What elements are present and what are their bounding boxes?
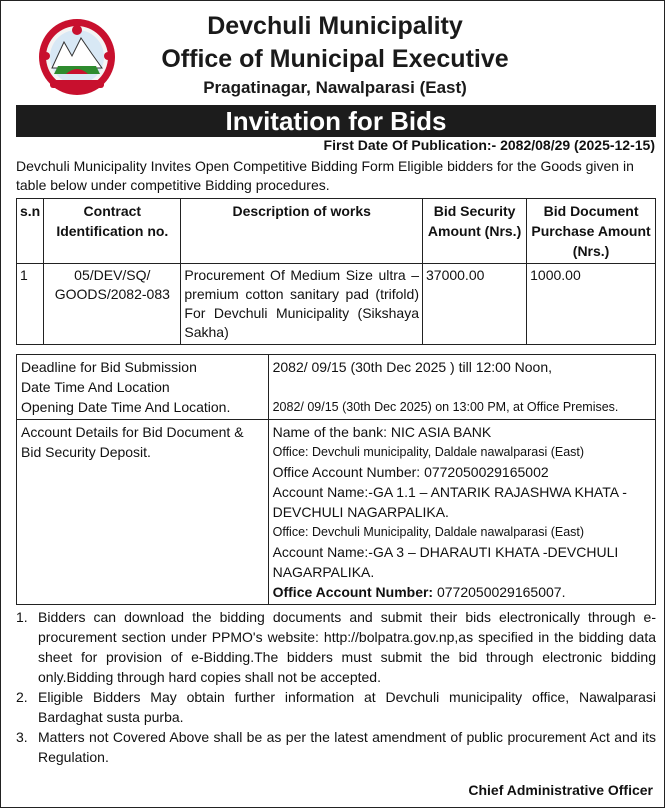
- list-item: [16, 607, 656, 687]
- table-header-row: [17, 199, 656, 264]
- submission-deadline: 2082/ 09/15 (30th Dec 2025 ) till 12:00 Noon,: [272, 359, 553, 375]
- notice-title-banner: Invitation for Bids: [16, 105, 656, 137]
- publication-date: [324, 137, 655, 153]
- municipality-name: Devchuli Municipality: [207, 12, 463, 40]
- cell-purchase-amount: 1000.00: [527, 264, 656, 345]
- account-number-2: [273, 582, 651, 602]
- account-number-1: Office Account Number: 0772050029165002: [272, 464, 549, 480]
- office-2: Office: Devchuli Municipality, Daldale nawalparasi (East): [272, 525, 585, 539]
- office-address: Pragatinagar, Nawalparasi (East): [203, 78, 467, 97]
- account-value-cell: [268, 420, 655, 605]
- deadline-label-cell: [17, 355, 269, 420]
- col-header-contract-id: Contract Identification no.: [44, 199, 181, 264]
- office-name: Office of Municipal Executive: [161, 45, 509, 73]
- account-name-1: Account Name:-GA 1.1 – ANTARIK RAJASHWA KHATA -DEVCHULI NAGARPALIKA.: [272, 484, 627, 520]
- col-header-bid-security: Bid Security Amount (Nrs.): [423, 199, 527, 264]
- deadline-row: [17, 355, 656, 420]
- cell-contract-id: 05/DEV/SQ/ GOODS/2082-083: [44, 264, 181, 345]
- bid-table: [16, 198, 656, 345]
- note-number: 1.: [16, 609, 28, 625]
- list-item: [16, 727, 656, 767]
- signature: Chief Administrative Officer: [468, 782, 653, 798]
- account-number-2-label: Office Account Number:: [272, 584, 434, 600]
- opening-deadline: 2082/ 09/15 (30th Dec 2025) on 13:00 PM, at Office Premises.: [272, 400, 619, 414]
- cell-sn: 1: [17, 264, 44, 345]
- publication-value: 2082/08/29 (2025-12-15): [500, 137, 655, 153]
- col-header-purchase-amount: Bid Document Purchase Amount (Nrs.): [527, 199, 656, 264]
- bank-name: Name of the bank: NIC ASIA BANK: [272, 424, 492, 440]
- col-header-description: Description of works: [181, 199, 423, 264]
- deadline-value-cell: [268, 355, 655, 420]
- office-1: Office: Devchuli municipality, Daldale nawalparasi (East): [272, 445, 585, 459]
- table-row: [17, 264, 656, 345]
- publication-label: First Date Of Publication:-: [323, 137, 497, 153]
- deadline-label-2: Date Time And Location: [21, 379, 170, 395]
- note-text: Eligible Bidders May obtain further information at Devchuli municipality office, Nawalparasi Bardaghat susta purba.: [38, 689, 656, 725]
- list-item: [16, 687, 656, 727]
- cell-bid-security: 37000.00: [423, 264, 527, 345]
- deadline-label-1: Deadline for Bid Submission: [21, 359, 197, 375]
- notes-list: [16, 607, 656, 767]
- col-header-sn: s.n: [17, 199, 44, 264]
- account-number-2-value: 0772050029165007.: [436, 584, 566, 600]
- account-name-2: Account Name:-GA 3 – DHARAUTI KHATA -DEVCHULI NAGARPALIKA.: [272, 544, 619, 580]
- note-number: 2.: [16, 689, 28, 705]
- account-label-cell: Account Details for Bid Document & Bid Security Deposit.: [17, 420, 269, 605]
- note-text: Matters not Covered Above shall be as per the latest amendment of public procurement Act and its Regulation.: [38, 729, 656, 765]
- nepal-emblem-icon: [36, 16, 118, 98]
- account-row: [17, 420, 656, 605]
- note-text: Bidders can download the bidding documents and submit their bids electronically through e-procurement section under PPMO's website: http://bolpatra.gov.np,as specified in the bidding data sheet for provision of e-Bidding.The bidders must submit the bid through electronic bidding only.Bidding through hard copies shall not be accepted.: [38, 609, 656, 685]
- details-table: [16, 354, 656, 605]
- intro-paragraph: Devchuli Municipality Invites Open Competitive Bidding Form Eligible bidders for the Goods given in table below under competitive Bidding procedures.: [16, 158, 634, 193]
- deadline-label-3: Opening Date Time And Location.: [21, 399, 231, 415]
- note-number: 3.: [16, 729, 28, 745]
- cell-description: Procurement Of Medium Size ultra –premium cotton sanitary pad (trifold) For Devchuli Municipality (Sikshaya Sakha): [181, 264, 423, 345]
